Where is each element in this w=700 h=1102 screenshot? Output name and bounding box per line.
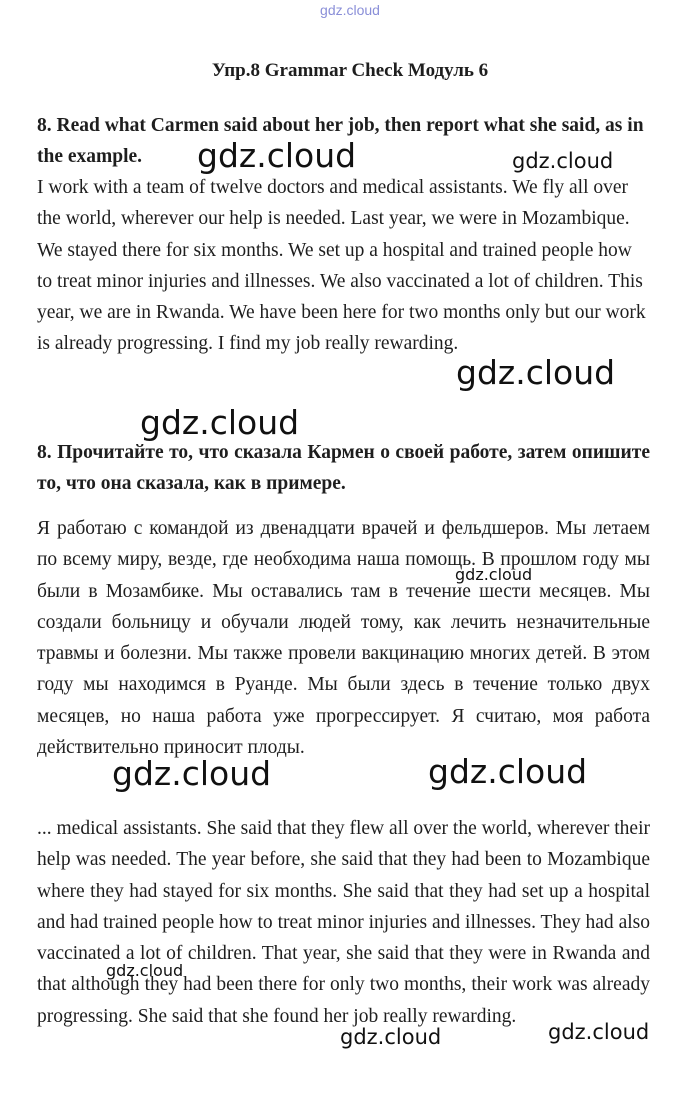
watermark: gdz.cloud xyxy=(106,961,184,980)
watermark: gdz.cloud xyxy=(340,1025,442,1049)
watermark: gdz.cloud xyxy=(197,136,357,175)
exercise-text-english: I work with a team of twelve doctors and medical assistants. We fly all over the world, wherever our help is needed. Last year, we were in Mozambique. We stayed there for six months. We set up a hospital and trained people how to treat minor injuries and illnesses. We also vaccinated a lot of children. This year, we are in Rwanda. We have been here for two months only but our work is already progressing. I find my job really rewarding. xyxy=(37,177,646,355)
watermark: gdz.cloud xyxy=(112,754,272,793)
watermark: gdz.cloud xyxy=(548,1020,650,1044)
exercise-text-russian: Я работаю с командой из двенадцати врачей и фельдшеров. Мы летаем по всему миру, везде, где необходима наша помощь. В прошлом году мы были в Мозамбике. Мы оставались там в течение шести месяцев. Мы создали больницу и обучали людей тому, как лечить незначительные травмы и болезни. Мы также провели вакцинацию многих детей. В этом году мы находимся в Руанде. Мы были здесь в течение только двух месяцев, но наша работа уже прогрессирует. Я считаю, моя работа действительно приносит плоды. xyxy=(37,518,650,759)
watermark: gdz.cloud xyxy=(512,149,614,173)
exercise-heading-english: 8. Read what Carmen said about her job, then report what she said, as in the example. xyxy=(37,115,644,168)
page-title: Упр.8 Grammar Check Модуль 6 xyxy=(211,60,489,81)
exercise-heading-russian: 8. Прочитайте то, что сказала Кармен о своей работе, затем опишите то, что она сказала, как в примере. xyxy=(37,442,650,495)
site-link[interactable]: gdz.cloud xyxy=(320,2,380,18)
watermark: gdz.cloud xyxy=(428,752,588,791)
watermark: gdz.cloud xyxy=(456,353,616,392)
answer-text: ... medical assistants. She said that they flew all over the world, wherever their help was needed. The year before, she said that they had been to Mozambique where they had stayed for six months. She said that they had set up a hospital and had trained people how to treat minor injuries and illnesses. They had also vaccinated a lot of children. That year, she said that they were in Rwanda and that although they had been there for only two months, their work was already progressing. She said that she found her job really rewarding. xyxy=(37,818,650,1027)
watermark: gdz.cloud xyxy=(455,565,533,584)
watermark: gdz.cloud xyxy=(140,403,300,442)
